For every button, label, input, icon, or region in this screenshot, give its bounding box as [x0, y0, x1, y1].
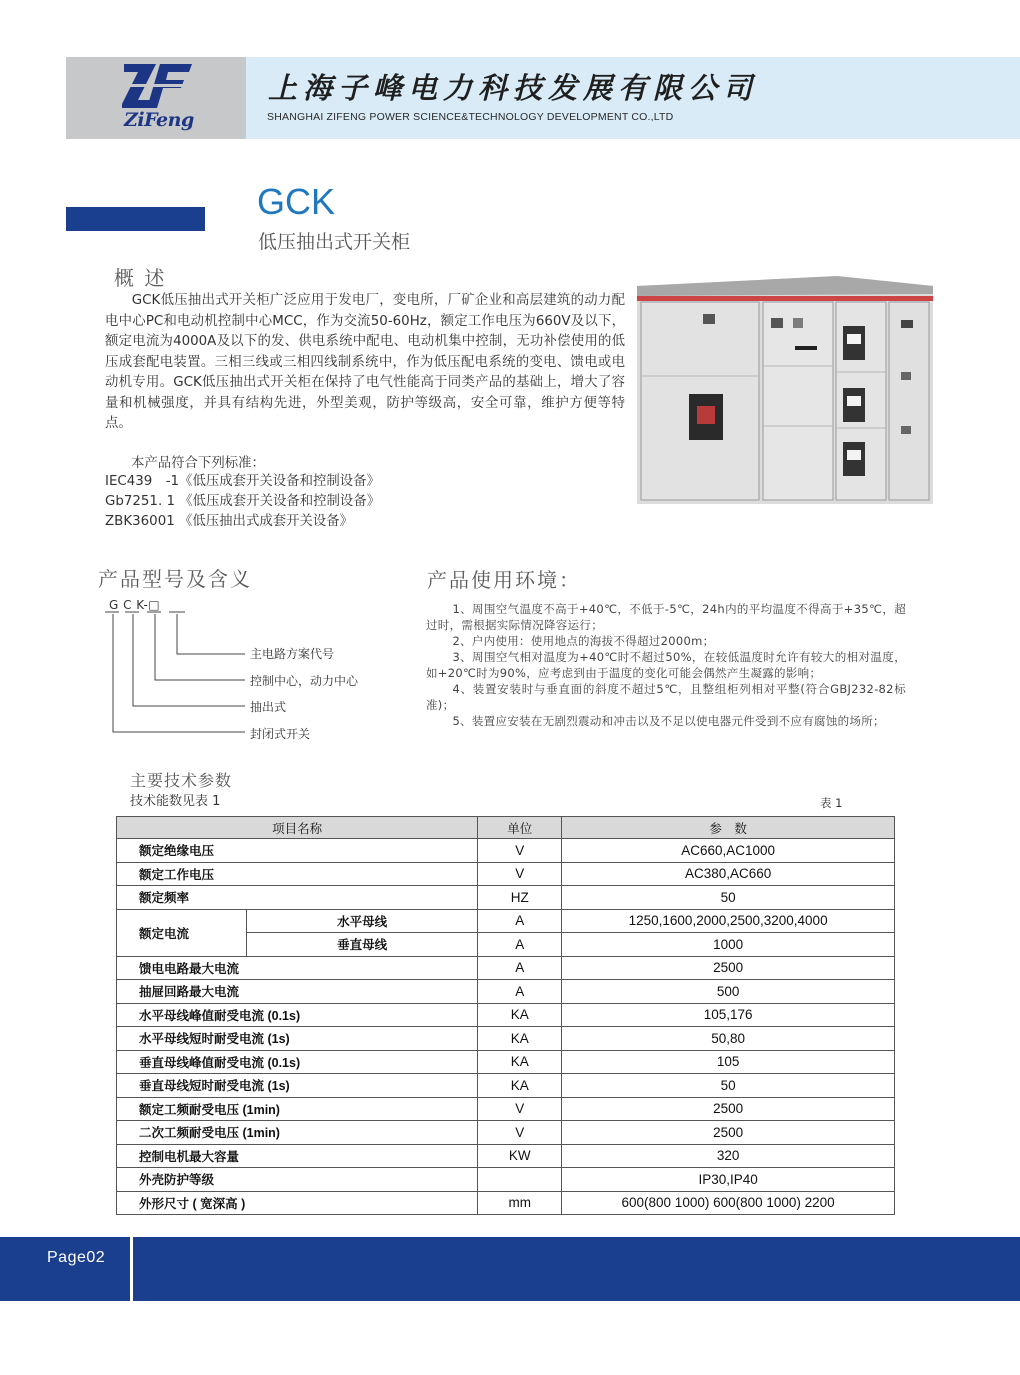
row-name: 水平母线峰值耐受电流 (0.1s)	[117, 1003, 478, 1027]
row-value: 2500	[562, 956, 895, 980]
table-row	[117, 1003, 895, 1027]
row-value: 50	[562, 886, 895, 910]
row-unit: A	[478, 933, 562, 957]
table-row	[117, 1121, 895, 1145]
table-number: 表 1	[820, 796, 843, 810]
standard-item: Gb7251. 1 《低压成套开关设备和控制设备》	[105, 494, 381, 509]
col-header-unit: 单位	[478, 817, 562, 839]
row-value: AC380,AC660	[562, 862, 895, 886]
row-value: 50,80	[562, 1027, 895, 1051]
table-header-row	[117, 817, 895, 839]
environment-item: 4、装置安装时与垂直面的斜度不超过5℃，且整组柜列相对平整(符合GBJ232-82标准)；	[426, 682, 906, 712]
footer-bar	[133, 1237, 1020, 1301]
row-value: AC660,AC1000	[562, 839, 895, 863]
switchgear-cabinet-image	[637, 276, 933, 504]
row-unit: KA	[478, 1050, 562, 1074]
row-value: 600(800 1000) 600(800 1000) 2200	[562, 1191, 895, 1215]
table-row	[117, 886, 895, 910]
title-accent-bar	[66, 207, 205, 231]
company-name-cn: 上海子峰电力科技发展有限公司	[268, 71, 759, 105]
table-row	[117, 1168, 895, 1192]
row-value: 1250,1600,2000,2500,3200,4000	[562, 909, 895, 933]
table-row	[117, 1074, 895, 1098]
model-meaning-item: 封闭式开关	[250, 727, 311, 741]
page-number: Page02	[47, 1249, 106, 1266]
row-value: 105	[562, 1050, 895, 1074]
row-value: 500	[562, 980, 895, 1004]
logo-wordmark: ZiFeng	[124, 109, 194, 131]
row-unit: V	[478, 1121, 562, 1145]
environment-heading: 产品使用环境：	[427, 568, 581, 592]
row-unit: A	[478, 956, 562, 980]
row-name: 额定工频耐受电压 (1min)	[117, 1097, 478, 1121]
row-unit: A	[478, 980, 562, 1004]
overview-paragraph: GCK低压抽出式开关柜广泛应用于发电厂，变电所，厂矿企业和高层建筑的动力配电中心PC和电动机控制中心MCC，作为交流50-60Hz，额定工作电压为660V及以下，额定电流为4000A及以下的发、供电系统中配电、电动机集中控制，无功补偿使用的低压成套配电装置。三相三线或三相四线制系统中，作为低压配电系统的变电、馈电或电动机专用。GCK低压抽出式开关柜在保持了电气性能高于同类产品的基础上，增大了容量和机械强度，并具有结构先进，外型美观，防护等级高，安全可靠，维护方便等特点。	[105, 293, 625, 431]
row-name: 额定绝缘电压	[117, 839, 478, 863]
overview-heading: 概 述	[114, 266, 167, 290]
standard-item: IEC439 -1《低压成套开关设备和控制设备》	[105, 474, 380, 489]
row-unit: KW	[478, 1144, 562, 1168]
environment-item: 5、装置应安装在无剧烈震动和冲击以及不足以使电器元件受到不应有腐蚀的场所；	[452, 714, 885, 729]
standard-item: ZBK36001 《低压抽出式成套开关设备》	[105, 514, 354, 529]
row-name: 额定频率	[117, 886, 478, 910]
row-name: 垂直母线峰值耐受电流 (0.1s)	[117, 1050, 478, 1074]
environment-item: 1、周围空气温度不高于+40℃，不低于-5℃，24h内的平均温度不得高于+35℃，超过时，需根据实际情况降容运行；	[426, 602, 906, 632]
table-row	[117, 980, 895, 1004]
environment-list	[426, 602, 906, 731]
row-unit: KA	[478, 1003, 562, 1027]
model-meaning-item: 控制中心，动力中心	[250, 674, 359, 688]
row-unit: A	[478, 909, 562, 933]
row-name: 额定工作电压	[117, 862, 478, 886]
table-row	[117, 1191, 895, 1215]
tech-heading: 主要技术参数	[130, 771, 233, 790]
table-row	[117, 1097, 895, 1121]
zifeng-logo-icon	[122, 62, 194, 110]
table-row	[117, 1144, 895, 1168]
row-name: 抽屉回路最大电流	[117, 980, 478, 1004]
row-value: IP30,IP40	[562, 1168, 895, 1192]
row-unit: V	[478, 1097, 562, 1121]
col-header-value: 参 数	[562, 817, 895, 839]
row-name: 外壳防护等级	[117, 1168, 478, 1192]
col-header-item: 项目名称	[117, 817, 478, 839]
product-subtitle: 低压抽出式开关柜	[258, 231, 411, 253]
row-name: 额定电流	[117, 909, 247, 956]
standards-intro: 本产品符合下列标准：	[131, 456, 265, 471]
product-model: GCK	[257, 181, 336, 222]
row-value: 2500	[562, 1097, 895, 1121]
row-unit: KA	[478, 1027, 562, 1051]
row-value: 320	[562, 1144, 895, 1168]
row-subname: 垂直母线	[246, 933, 478, 957]
row-value: 2500	[562, 1121, 895, 1145]
table-row	[117, 909, 895, 933]
row-name: 水平母线短时耐受电流 (1s)	[117, 1027, 478, 1051]
row-unit: KA	[478, 1074, 562, 1098]
row-unit: HZ	[478, 886, 562, 910]
row-unit: V	[478, 862, 562, 886]
table-row	[117, 956, 895, 980]
row-unit	[478, 1168, 562, 1192]
row-value: 50	[562, 1074, 895, 1098]
row-subname: 水平母线	[246, 909, 478, 933]
footer-page-block	[0, 1237, 130, 1301]
company-name-en: SHANGHAI ZIFENG POWER SCIENCE&TECHNOLOGY DEVELOPMENT CO.,LTD	[267, 111, 674, 123]
table-row	[117, 862, 895, 886]
row-unit: V	[478, 839, 562, 863]
table-row	[117, 839, 895, 863]
model-meaning-heading: 产品型号及含义	[98, 567, 252, 591]
row-unit: mm	[478, 1191, 562, 1215]
row-name: 控制电机最大容量	[117, 1144, 478, 1168]
row-name: 馈电电路最大电流	[117, 956, 478, 980]
row-name: 外形尺寸 ( 宽深高 )	[117, 1191, 478, 1215]
spec-table	[116, 816, 895, 1215]
model-meaning-item: 主电路方案代号	[250, 647, 335, 661]
environment-item: 3、周围空气相对温度为+40℃时不超过50%，在较低温度时允许有较大的相对温度，如+20℃时为90%，应考虑到由于温度的变化可能会偶然产生凝露的影响；	[426, 650, 906, 680]
model-code: G C K-□	[109, 598, 161, 612]
table-row	[117, 1027, 895, 1051]
row-name: 二次工频耐受电压 (1min)	[117, 1121, 478, 1145]
row-value: 1000	[562, 933, 895, 957]
environment-item: 2、户内使用：使用地点的海拔不得超过2000m；	[452, 633, 715, 648]
tech-subheading: 技术能数见表 1	[130, 794, 221, 809]
model-meaning-item: 抽出式	[250, 700, 287, 714]
row-value: 105,176	[562, 1003, 895, 1027]
row-name: 垂直母线短时耐受电流 (1s)	[117, 1074, 478, 1098]
table-row	[117, 1050, 895, 1074]
